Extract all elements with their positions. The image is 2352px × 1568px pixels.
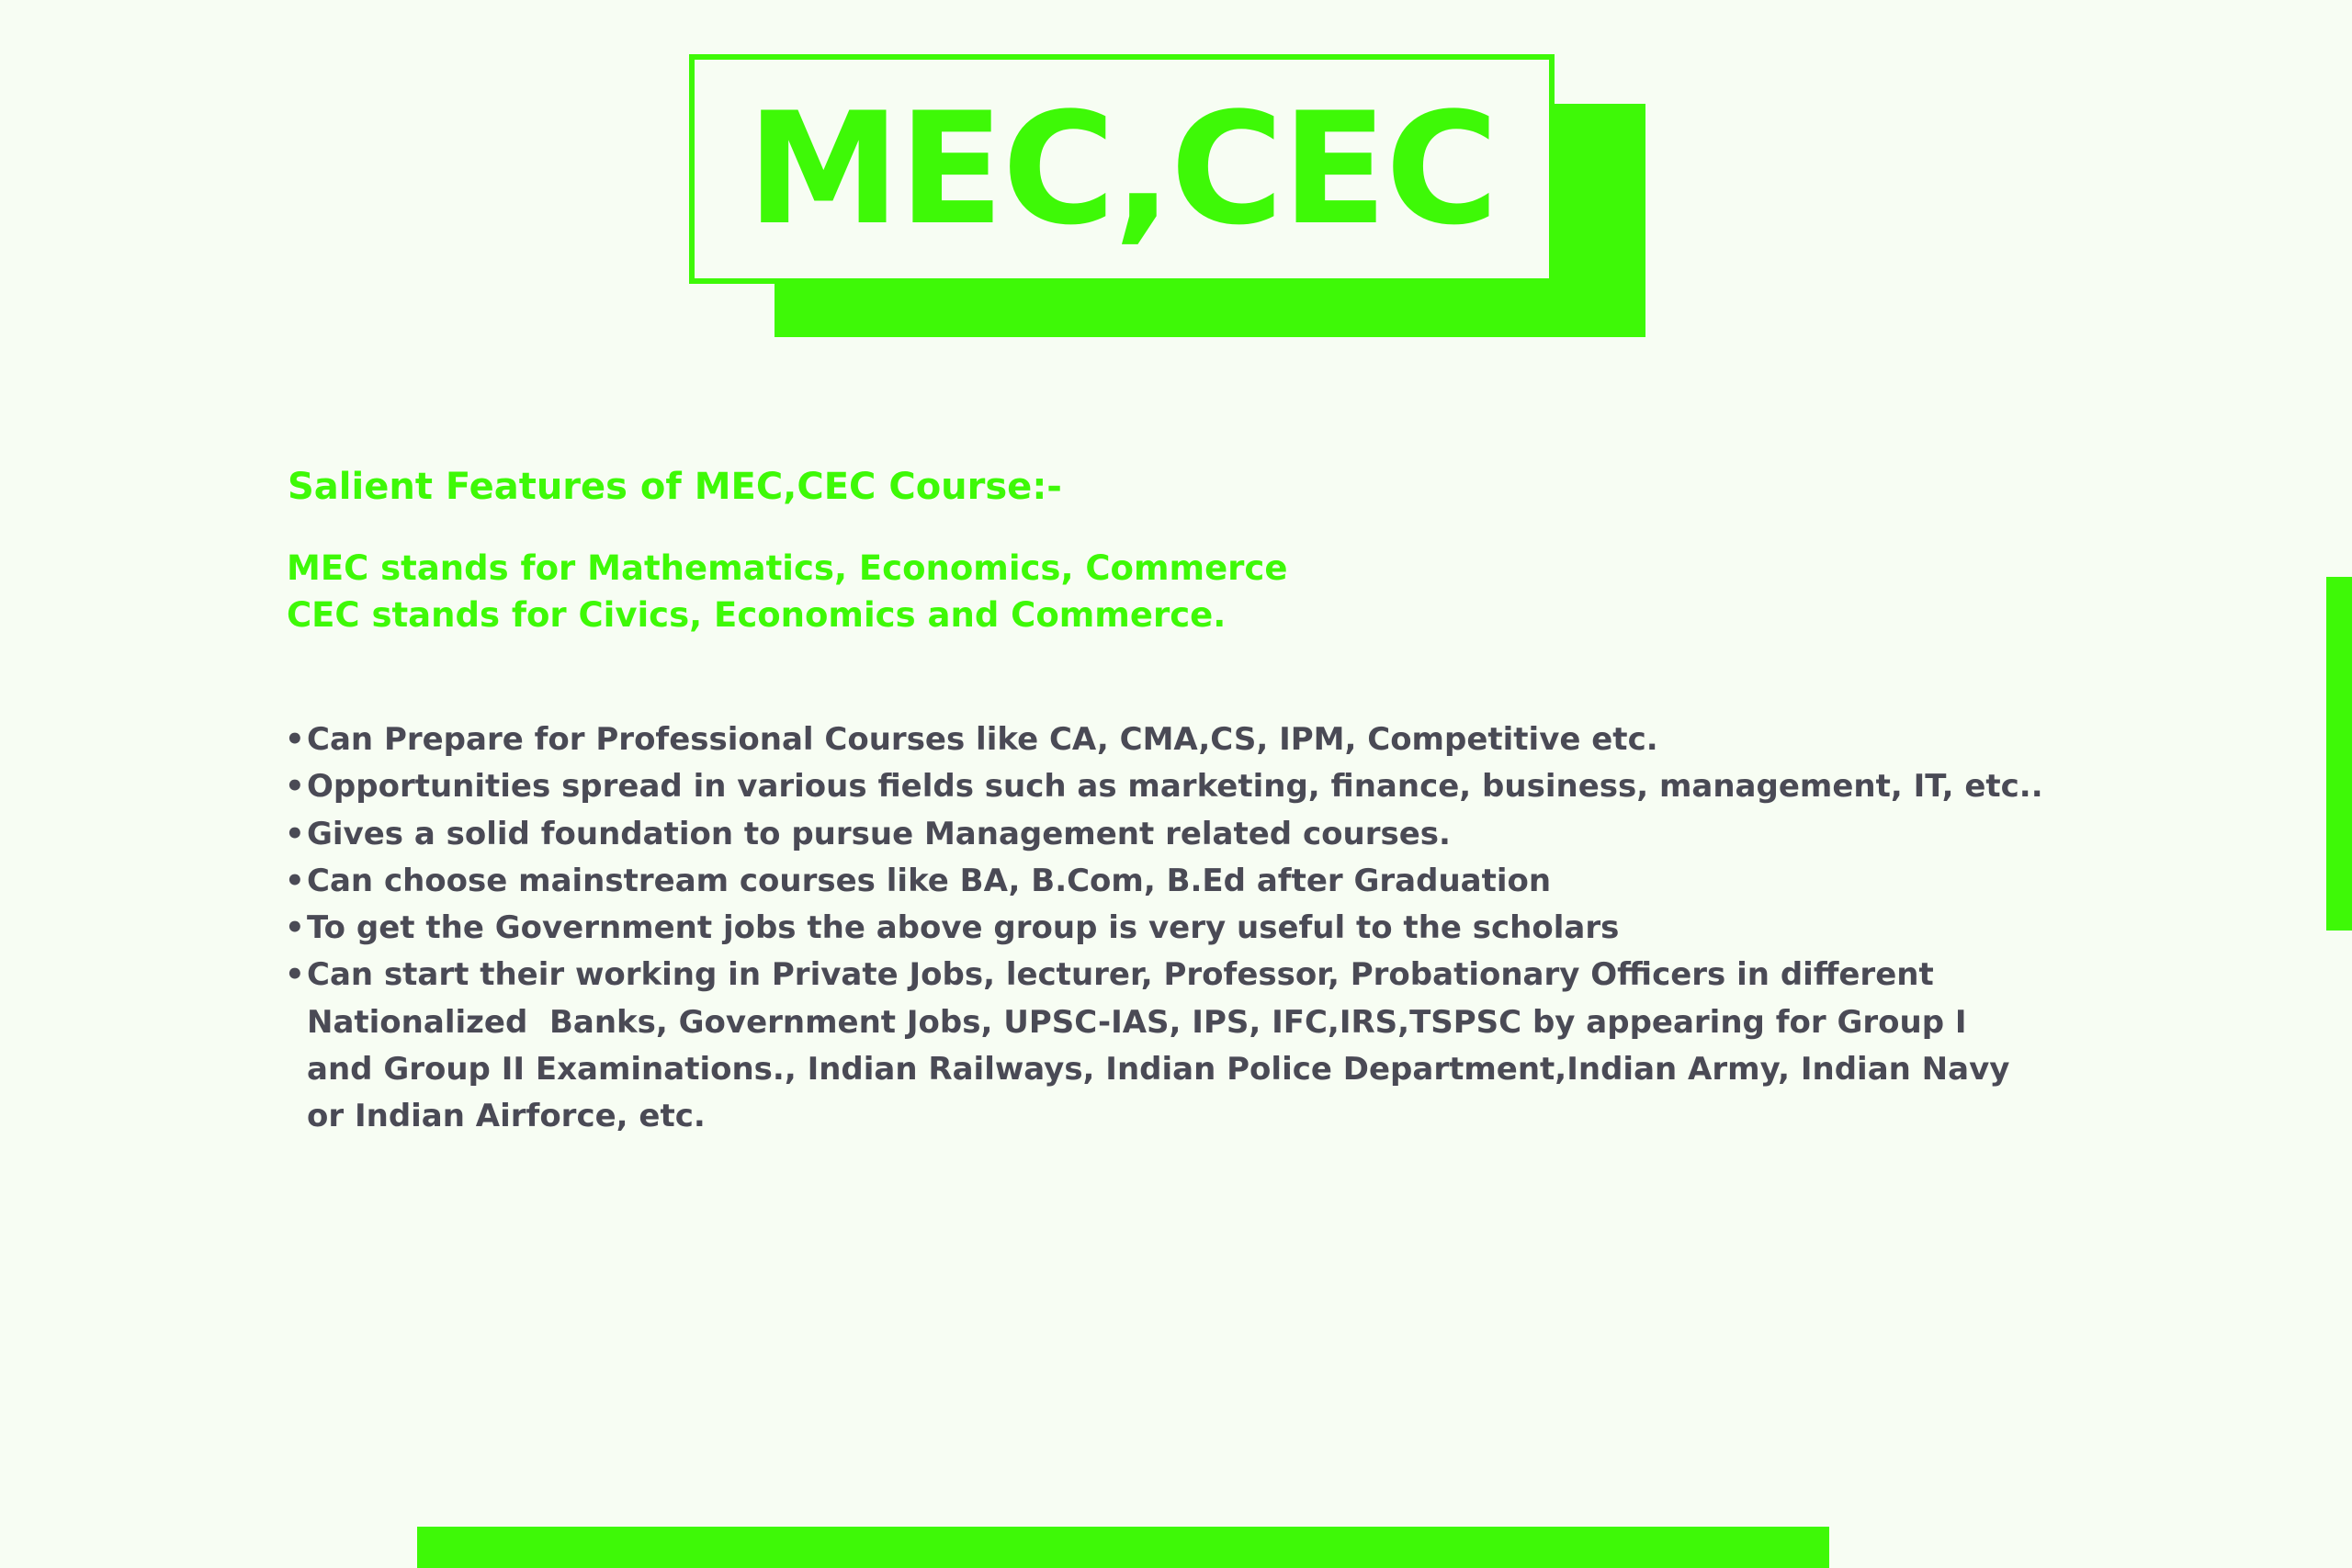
feature-text-line: Can Prepare for Professional Courses like CA, CMA,CS, IPM, Competitive etc. xyxy=(307,721,1658,758)
cec-definition: CEC stands for Civics, Economics and Commerce. xyxy=(287,595,1227,635)
feature-text-line: Can choose mainstream courses like BA, B.Com, B.Ed after Graduation xyxy=(307,862,1552,899)
right-accent-bar xyxy=(2326,577,2352,931)
bullet-dot: • xyxy=(285,768,305,806)
features-bullet-list xyxy=(285,716,2122,1141)
feature-text-line: Gives a solid foundation to pursue Management related courses. xyxy=(307,815,1451,852)
feature-text-line: Opportunities spread in various fields such as marketing, finance, business, management, IT, etc.. xyxy=(307,768,2043,806)
features-heading: Salient Features of MEC,CEC Course:- xyxy=(288,466,1062,508)
bullet-dot: • xyxy=(285,909,305,947)
bullet-dot: • xyxy=(285,956,305,994)
feature-text-line: Nationalized Banks, Government Jobs, UPSC-IAS, IPS, IFC,IRS,TSPSC by appearing for Group I xyxy=(307,1003,1967,1041)
feature-list-item xyxy=(285,858,2122,905)
feature-list-item xyxy=(285,905,2122,952)
feature-list-item xyxy=(285,811,2122,858)
bottom-accent-bar xyxy=(417,1527,1829,1568)
mec-definition: MEC stands for Mathematics, Economics, Commerce xyxy=(287,548,1288,588)
feature-text-line: To get the Government jobs the above group is very useful to the scholars xyxy=(307,909,1620,947)
feature-list-item xyxy=(285,763,2122,810)
feature-list-item xyxy=(285,716,2122,763)
bullet-dot: • xyxy=(285,815,305,852)
feature-text-line: or Indian Airforce, etc. xyxy=(307,1098,706,1135)
feature-text-line: and Group II Examinations., Indian Railways, Indian Police Department,Indian Army, Indian Navy xyxy=(307,1051,2010,1089)
feature-list-item xyxy=(285,952,2122,1140)
bullet-dot: • xyxy=(285,862,305,899)
bullet-dot: • xyxy=(285,721,305,758)
stands-for-block xyxy=(287,545,1287,638)
title-box xyxy=(689,54,1555,284)
page-title: MEC,CEC xyxy=(746,79,1498,259)
feature-text-line: Can start their working in Private Jobs, lecturer, Professor, Probationary Officers in different xyxy=(307,956,1934,994)
